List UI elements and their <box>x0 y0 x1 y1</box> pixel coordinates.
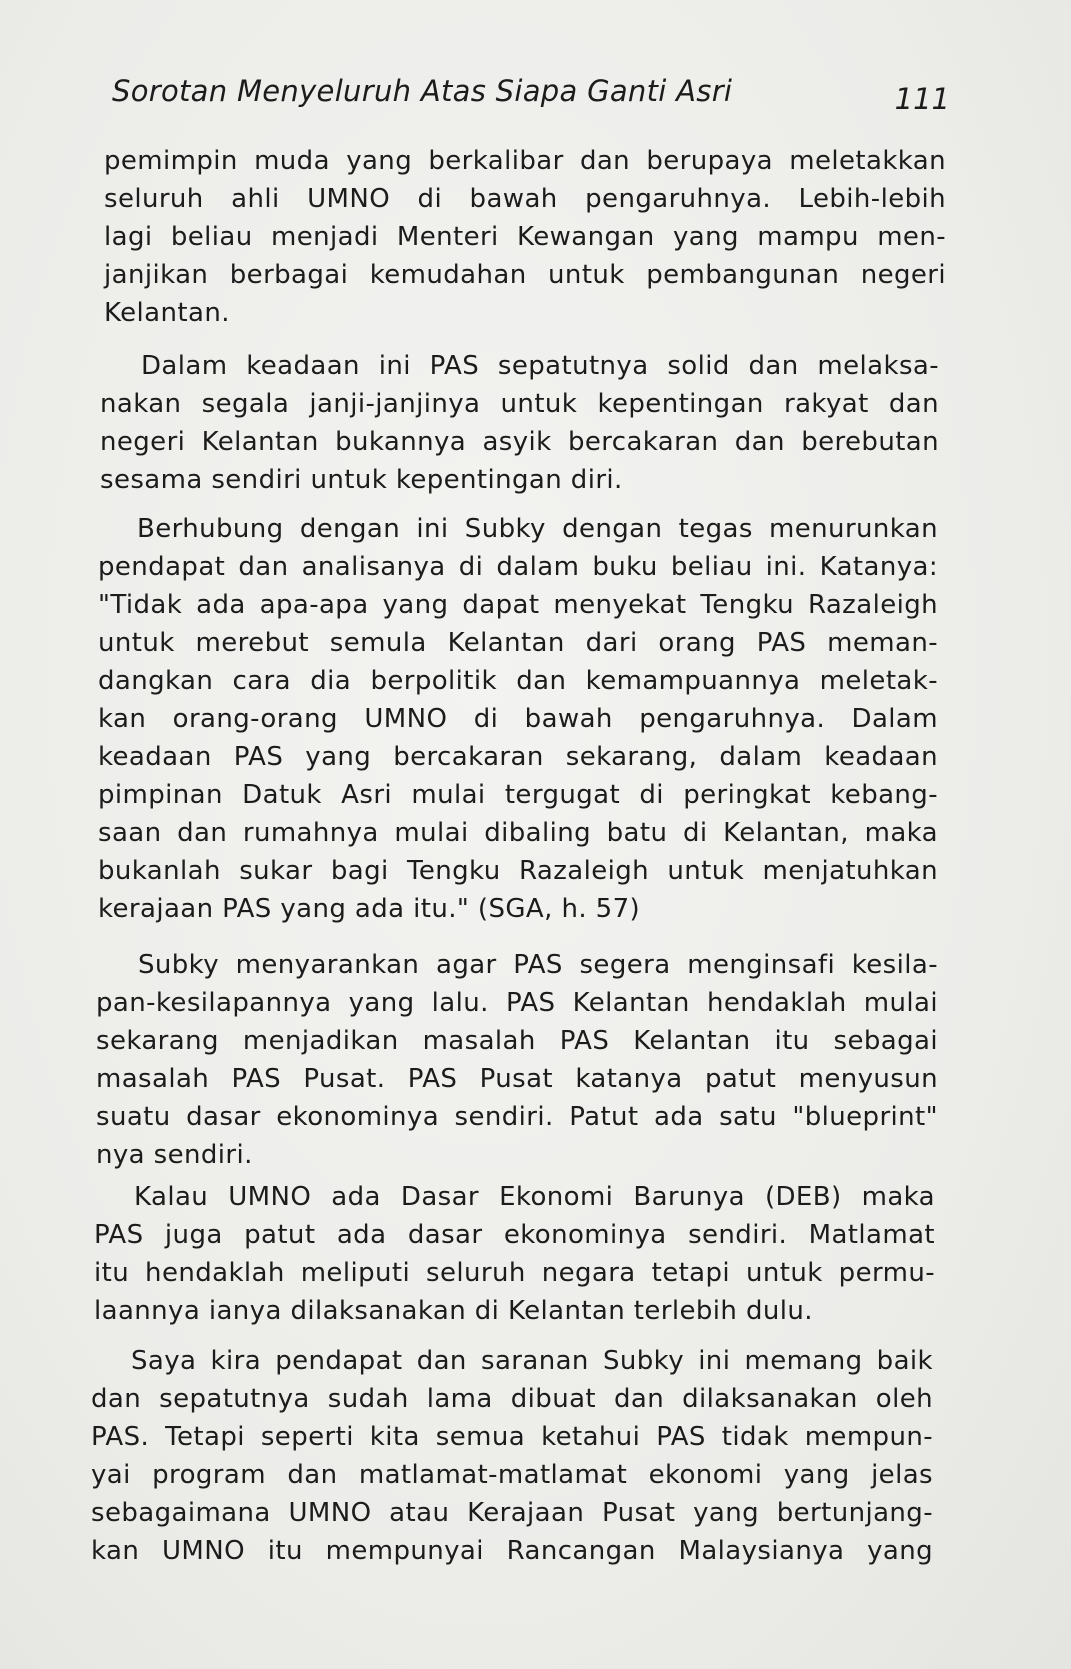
text-line: PAS juga patut ada dasar ekonominya sendiri. Matlamat <box>94 1220 935 1250</box>
text-line: Dalam keadaan ini PAS sepatutnya solid dan melaksa- <box>141 351 939 381</box>
text-line: bukanlah sukar bagi Tengku Razaleigh untuk menjatuhkan <box>98 856 938 886</box>
text-line: Berhubung dengan ini Subky dengan tegas menurunkan <box>137 514 938 544</box>
text-line: dangkan cara dia berpolitik dan kemampuannya meletak- <box>98 666 938 696</box>
text-line: sesama sendiri untuk kepentingan diri. <box>100 465 623 495</box>
text-line: janjikan berbagai kemudahan untuk pembangunan negeri <box>104 260 946 290</box>
text-line: pemimpin muda yang berkalibar dan berupaya meletakkan <box>104 146 946 176</box>
text-line: Subky menyarankan agar PAS segera menginsafi kesila- <box>138 950 938 980</box>
text-line: suatu dasar ekonominya sendiri. Patut ada satu "blueprint" <box>96 1102 938 1132</box>
page-number: 111 <box>894 82 950 116</box>
text-line: laannya ianya dilaksanakan di Kelantan terlebih dulu. <box>94 1296 813 1326</box>
text-line: keadaan PAS yang bercakaran sekarang, dalam keadaan <box>98 742 938 772</box>
text-line: pimpinan Datuk Asri mulai tergugat di peringkat kebang- <box>98 780 938 810</box>
text-line: kan orang-orang UMNO di bawah pengaruhnya. Dalam <box>98 704 938 734</box>
text-line: sebagaimana UMNO atau Kerajaan Pusat yang bertunjang- <box>91 1498 933 1528</box>
running-title: Sorotan Menyeluruh Atas Siapa Ganti Asri <box>112 74 733 108</box>
text-line: pan-kesilapannya yang lalu. PAS Kelantan hendaklah mulai <box>96 988 938 1018</box>
text-line: "Tidak ada apa-apa yang dapat menyekat Tengku Razaleigh <box>98 590 938 620</box>
text-line: dan sepatutnya sudah lama dibuat dan dilaksanakan oleh <box>91 1384 933 1414</box>
text-line: kan UMNO itu mempunyai Rancangan Malaysianya yang <box>91 1536 933 1566</box>
text-line: seluruh ahli UMNO di bawah pengaruhnya. Lebih-lebih <box>104 184 946 214</box>
text-line: negeri Kelantan bukannya asyik bercakaran dan berebutan <box>100 427 939 457</box>
text-line: kerajaan PAS yang ada itu." (SGA, h. 57) <box>98 894 641 924</box>
text-line: pendapat dan analisanya di dalam buku beliau ini. Katanya: <box>98 552 938 582</box>
text-line: sekarang menjadikan masalah PAS Kelantan itu sebagai <box>96 1026 938 1056</box>
text-line: nya sendiri. <box>96 1140 253 1170</box>
text-line: Saya kira pendapat dan saranan Subky ini memang baik <box>131 1346 933 1376</box>
text-line: Kelantan. <box>104 298 230 328</box>
text-line: lagi beliau menjadi Menteri Kewangan yang mampu men- <box>104 222 946 252</box>
text-line: Kalau UMNO ada Dasar Ekonomi Barunya (DEB) maka <box>134 1182 935 1212</box>
text-line: saan dan rumahnya mulai dibaling batu di Kelantan, maka <box>98 818 938 848</box>
text-line: PAS. Tetapi seperti kita semua ketahui PAS tidak mempun- <box>91 1422 933 1452</box>
text-line: itu hendaklah meliputi seluruh negara tetapi untuk permu- <box>94 1258 935 1288</box>
text-line: masalah PAS Pusat. PAS Pusat katanya patut menyusun <box>96 1064 938 1094</box>
text-line: nakan segala janji-janjinya untuk kepentingan rakyat dan <box>100 389 939 419</box>
text-line: yai program dan matlamat-matlamat ekonomi yang jelas <box>91 1460 933 1490</box>
text-line: untuk merebut semula Kelantan dari orang PAS meman- <box>98 628 938 658</box>
